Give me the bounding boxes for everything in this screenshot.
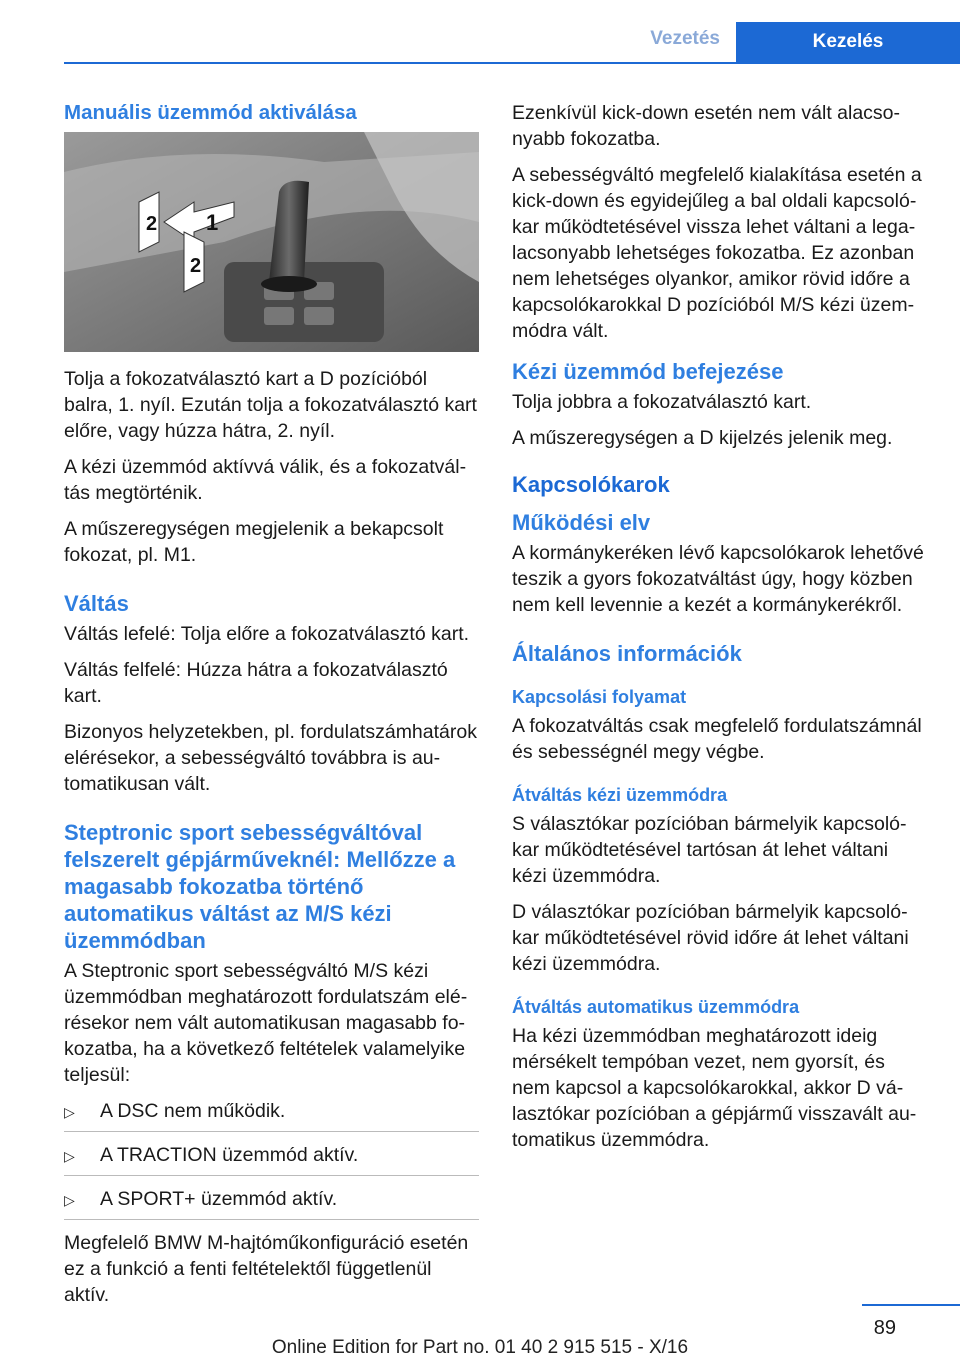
list-item: [64, 1098, 479, 1132]
footer-rule: [862, 1304, 960, 1306]
list-item-text: A DSC nem működik.: [100, 1100, 286, 1122]
arrow-label-2b: 2: [190, 255, 202, 277]
heading-kezi-befejezes: Kézi üzemmód befejezése: [512, 359, 784, 384]
heading-atvaltas-kezi: Átváltás kézi üzemmódra: [512, 785, 728, 805]
paragraph: Bizonyos helyzetekben, pl. fordulatszámhatárok elérésekor, a sebességváltó továbbra is automatikusan vált.: [64, 721, 477, 795]
paragraph: A Steptronic sport sebességváltó M/S kézi üzemmódban meghatározott fordulatszám elérésekor nem vált automatikusan magasabb fokozatba, ha a következő feltételek valamelyike teljesül:: [64, 960, 468, 1086]
paragraph: Váltás felfelé: Húzza hátra a fokozatválasztó kart.: [64, 659, 448, 707]
heading-kapcsolokarok: Kapcsolókarok: [512, 472, 670, 497]
heading-manual-mode: Manuális üzemmód aktiválása: [64, 101, 357, 124]
paragraph: Tolja jobbra a fokozatválasztó kart.: [512, 391, 812, 413]
heading-altalanos: Általános információk: [512, 641, 742, 666]
list-item-text: A TRACTION üzemmód aktív.: [100, 1144, 359, 1166]
paragraph: D választókar pozícióban bármelyik kapcsolókar működtetésével rövid időre át lehet váltani kézi üzemmódra.: [512, 901, 909, 975]
paragraph: A kézi üzemmód aktívvá válik, és a fokozatváltás megtörténik.: [64, 456, 467, 504]
paragraph: A műszeregységen a D kijelzés jelenik meg.: [512, 427, 893, 449]
paragraph: S választókar pozícióban bármelyik kapcsolókar működtetésével tartósan át lehet váltani kézi üzemmódra.: [512, 813, 907, 887]
page-number: 89: [873, 1317, 896, 1339]
paragraph: A műszeregységen megjelenik a bekapcsolt fokozat, pl. M1.: [64, 518, 444, 566]
heading-kapcsolasi-folyamat: Kapcsolási folyamat: [512, 687, 687, 707]
left-column: [64, 100, 479, 1318]
paragraph: A kormánykeréken lévő kapcsolókarok lehetővé teszik a gyors fokozatváltást úgy, hogy közben nem kell levennie a kezét a kormánykerékről.: [512, 542, 924, 616]
paragraph: A sebességváltó megfelelő kialakítása esetén a kick-down és egyidejűleg a bal oldali kapcsolókar működtetésével vissza lehet váltani a legalacsonyabb lehetséges fokozatba. Ez azonban nem lehetséges olyankor, amikor rövid időre a kapcsolókarokkal D pozícióból M/S kézi üzemmódra vált.: [512, 164, 922, 342]
arrow-label-2a: 2: [146, 213, 158, 235]
paragraph: Tolja a fokozatválasztó kart a D pozícióból balra, 1. nyíl. Ezután tolja a fokozatválasztó kart előre, vagy húzza hátra, 2. nyíl.: [64, 368, 477, 442]
paragraph: Váltás lefelé: Tolja előre a fokozatválasztó kart.: [64, 623, 470, 645]
paragraph: A fokozatváltás csak megfelelő fordulatszámnál és sebességnél megy végbe.: [512, 715, 922, 763]
list-item: [64, 1186, 479, 1220]
heading-mukodesi-elv: Működési elv: [512, 510, 651, 535]
header-bar: [64, 22, 960, 64]
paragraph: Megfelelő BMW M-hajtóműkonfiguráció esetén ez a funkció a fenti feltételektől függetlenül aktív.: [64, 1232, 469, 1306]
triangle-bullet-icon: ▷: [64, 1192, 75, 1208]
heading-atvaltas-auto: Átváltás automatikus üzemmódra: [512, 997, 800, 1017]
right-column: [512, 100, 927, 1163]
gear-selector-illustration: [64, 132, 479, 352]
heading-valtas: Váltás: [64, 591, 129, 616]
triangle-bullet-icon: ▷: [64, 1148, 75, 1164]
triangle-bullet-icon: ▷: [64, 1104, 75, 1120]
list-item: [64, 1142, 479, 1176]
paragraph: Ezenkívül kick-down esetén nem vált alacsonyabb fokozatba.: [512, 102, 901, 150]
section-tab-kezeles[interactable]: Kezelés: [736, 22, 960, 62]
arrow-label-1: 1: [206, 210, 219, 235]
heading-steptronic: Steptronic sport sebességváltóval felszerelt gépjárműveknél: Mellőzze a magasabb fokozatba történő automatikus váltást az M/S kézi üzemmódban: [64, 820, 456, 953]
list-item-text: A SPORT+ üzemmód aktív.: [100, 1188, 338, 1210]
section-tab-vezetes[interactable]: Vezetés: [650, 28, 720, 49]
paragraph: Ha kézi üzemmódban meghatározott ideig mérsékelt tempóban vezet, nem gyorsít, és nem kapcsol a kapcsolókarokkal, akkor D választókar pozícióban a gépjármű visszavált automatikus üzemmódra.: [512, 1025, 917, 1151]
edition-footer: Online Edition for Part no. 01 40 2 915 515 - X/16: [271, 1337, 689, 1358]
